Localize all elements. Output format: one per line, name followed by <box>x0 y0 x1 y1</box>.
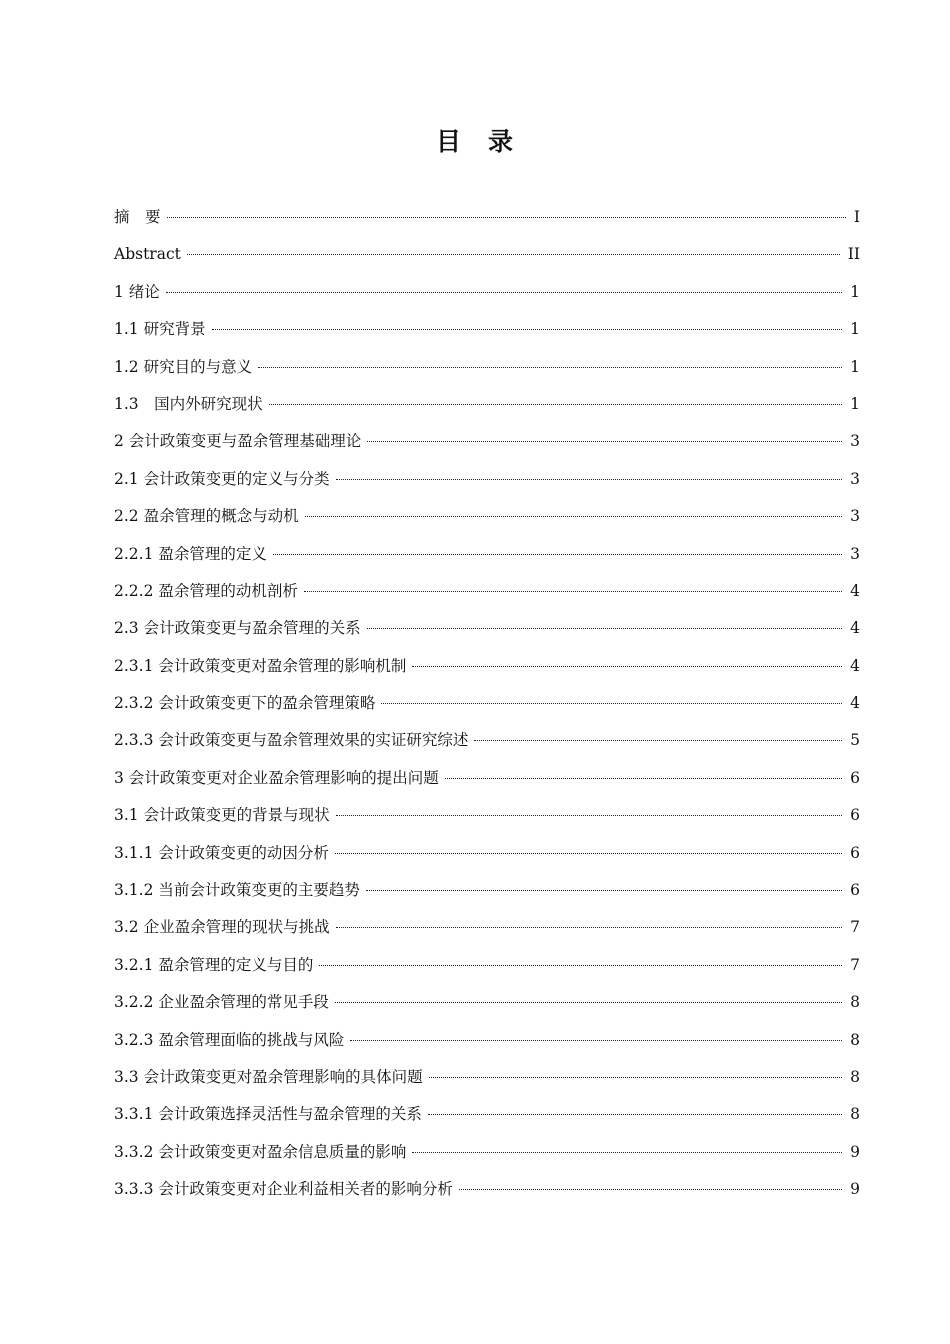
toc-title: 目 录 <box>435 127 514 156</box>
toc-entry[interactable] <box>114 835 860 872</box>
toc-entry-label: 1 绪论 <box>114 282 160 301</box>
toc-dot-leader <box>335 853 842 854</box>
toc-entry-page-number: 6 <box>850 843 860 862</box>
toc-entry-label: 1.3 国内外研究现状 <box>114 394 263 413</box>
toc-entry[interactable] <box>114 349 860 386</box>
toc-entry[interactable] <box>114 947 860 984</box>
toc-dot-leader <box>366 890 842 891</box>
toc-entry[interactable] <box>114 536 860 573</box>
toc-entry-label: Abstract <box>114 245 181 264</box>
toc-entry-page-number: 4 <box>850 619 860 638</box>
toc-entry[interactable] <box>114 1134 860 1171</box>
toc-entry-page-number: 7 <box>850 955 860 974</box>
toc-entry-page-number: 3 <box>850 507 860 526</box>
toc-dot-leader <box>305 516 843 517</box>
toc-entry-label: 2.3.2 会计政策变更下的盈余管理策略 <box>114 694 376 713</box>
toc-entry-label: 2.2.1 盈余管理的定义 <box>114 544 267 563</box>
toc-entry-page-number: 1 <box>850 357 860 376</box>
toc-entry[interactable] <box>114 1059 860 1096</box>
toc-entry-label: 3.3.3 会计政策变更对企业利益相关者的影响分析 <box>114 1180 453 1199</box>
toc-entry-page-number: 3 <box>850 432 860 451</box>
toc-entry-page-number: 4 <box>850 656 860 675</box>
toc-entry-label: 3.1.2 当前会计政策变更的主要趋势 <box>114 881 360 900</box>
toc-entry-label: 2.3.3 会计政策变更与盈余管理效果的实证研究综述 <box>114 731 469 750</box>
toc-entry-label: 2.1 会计政策变更的定义与分类 <box>114 469 330 488</box>
toc-entry-page-number: II <box>847 245 860 264</box>
toc-entry-page-number: 4 <box>850 694 860 713</box>
toc-dot-leader <box>474 740 842 741</box>
toc-entry-label: 3.3.2 会计政策变更对盈余信息质量的影响 <box>114 1142 407 1161</box>
toc-dot-leader <box>166 292 842 293</box>
toc-entry-label: 摘 要 <box>114 208 161 226</box>
toc-entry-label: 1.1 研究背景 <box>114 320 206 339</box>
toc-entry[interactable] <box>114 498 860 535</box>
toc-entry-page-number: 6 <box>850 881 860 900</box>
toc-entry-page-number: 8 <box>850 1105 860 1124</box>
toc-dot-leader <box>273 554 842 555</box>
toc-entry-label: 2.3.1 会计政策变更对盈余管理的影响机制 <box>114 656 407 675</box>
toc-entry-page-number: 1 <box>850 394 860 413</box>
toc-entry-label: 2 会计政策变更与盈余管理基础理论 <box>114 432 362 451</box>
toc-dot-leader <box>167 217 846 218</box>
toc-entry-page-number: 9 <box>850 1180 860 1199</box>
toc-entry[interactable] <box>114 573 860 610</box>
toc-entry-label: 3.1 会计政策变更的背景与现状 <box>114 806 330 825</box>
toc-entry-label: 3.2.2 企业盈余管理的常见手段 <box>114 993 329 1012</box>
toc-entry[interactable] <box>114 984 860 1021</box>
toc-dot-leader <box>336 815 843 816</box>
toc-entry[interactable] <box>114 236 860 273</box>
toc-entry-page-number: 4 <box>850 581 860 600</box>
toc-dot-leader <box>319 965 842 966</box>
toc-entry-page-number: 9 <box>850 1142 860 1161</box>
toc-dot-leader <box>336 927 843 928</box>
toc-entry-label: 2.3 会计政策变更与盈余管理的关系 <box>114 619 361 638</box>
toc-entry[interactable] <box>114 423 860 460</box>
toc-entry-page-number: 8 <box>850 1030 860 1049</box>
toc-entry-label: 2.2.2 盈余管理的动机剖析 <box>114 581 298 600</box>
toc-entry[interactable] <box>114 274 860 311</box>
toc-entry[interactable] <box>114 1171 860 1208</box>
toc-dot-leader <box>304 591 842 592</box>
toc-entry[interactable] <box>114 386 860 423</box>
toc-entry-label: 3.2 企业盈余管理的现状与挑战 <box>114 918 330 937</box>
toc-entry-page-number: 6 <box>850 768 860 787</box>
toc-entry[interactable] <box>114 1096 860 1133</box>
toc-entry[interactable] <box>114 311 860 348</box>
toc-entry-label: 3 会计政策变更对企业盈余管理影响的提出问题 <box>114 768 439 787</box>
toc-dot-leader <box>412 666 842 667</box>
toc-dot-leader <box>412 1152 842 1153</box>
toc-dot-leader <box>258 367 842 368</box>
toc-entry-label: 3.2.1 盈余管理的定义与目的 <box>114 955 314 974</box>
toc-dot-leader <box>428 1114 842 1115</box>
toc-entry[interactable] <box>114 722 860 759</box>
toc-entry[interactable] <box>114 909 860 946</box>
toc-entry-page-number: 6 <box>850 806 860 825</box>
toc-entry[interactable] <box>114 648 860 685</box>
toc-dot-leader <box>336 479 843 480</box>
toc-entry-label: 3.2.3 盈余管理面临的挑战与风险 <box>114 1030 345 1049</box>
toc-entry-label: 1.2 研究目的与意义 <box>114 357 253 376</box>
toc-dot-leader <box>335 1002 842 1003</box>
toc-entry-page-number: I <box>853 208 860 226</box>
toc-entry[interactable] <box>114 760 860 797</box>
toc-dot-leader <box>212 329 843 330</box>
toc-entry-page-number: 5 <box>850 731 860 750</box>
toc-dot-leader <box>367 628 843 629</box>
toc-entry-page-number: 3 <box>850 469 860 488</box>
toc-entry[interactable] <box>114 797 860 834</box>
toc-entry[interactable] <box>114 461 860 498</box>
toc-entry[interactable] <box>114 199 860 236</box>
toc-list <box>114 199 860 1209</box>
toc-entry-page-number: 3 <box>850 544 860 563</box>
toc-entry-page-number: 1 <box>850 282 860 301</box>
toc-dot-leader <box>459 1189 842 1190</box>
toc-entry[interactable] <box>114 610 860 647</box>
toc-entry-label: 3.3 会计政策变更对盈余管理影响的具体问题 <box>114 1067 423 1086</box>
toc-entry-page-number: 7 <box>850 918 860 937</box>
toc-entry[interactable] <box>114 1022 860 1059</box>
toc-dot-leader <box>350 1040 842 1041</box>
toc-entry-page-number: 8 <box>850 1067 860 1086</box>
toc-entry-label: 3.3.1 会计政策选择灵活性与盈余管理的关系 <box>114 1105 422 1124</box>
toc-entry-label: 2.2 盈余管理的概念与动机 <box>114 507 299 526</box>
toc-dot-leader <box>381 703 842 704</box>
toc-entry[interactable] <box>114 872 860 909</box>
toc-dot-leader <box>445 778 842 779</box>
toc-entry-page-number: 1 <box>850 320 860 339</box>
toc-entry-label: 3.1.1 会计政策变更的动因分析 <box>114 843 329 862</box>
toc-dot-leader <box>187 254 840 255</box>
toc-dot-leader <box>429 1077 843 1078</box>
toc-dot-leader <box>367 441 842 442</box>
toc-entry-page-number: 8 <box>850 993 860 1012</box>
toc-dot-leader <box>269 404 842 405</box>
toc-entry[interactable] <box>114 685 860 722</box>
